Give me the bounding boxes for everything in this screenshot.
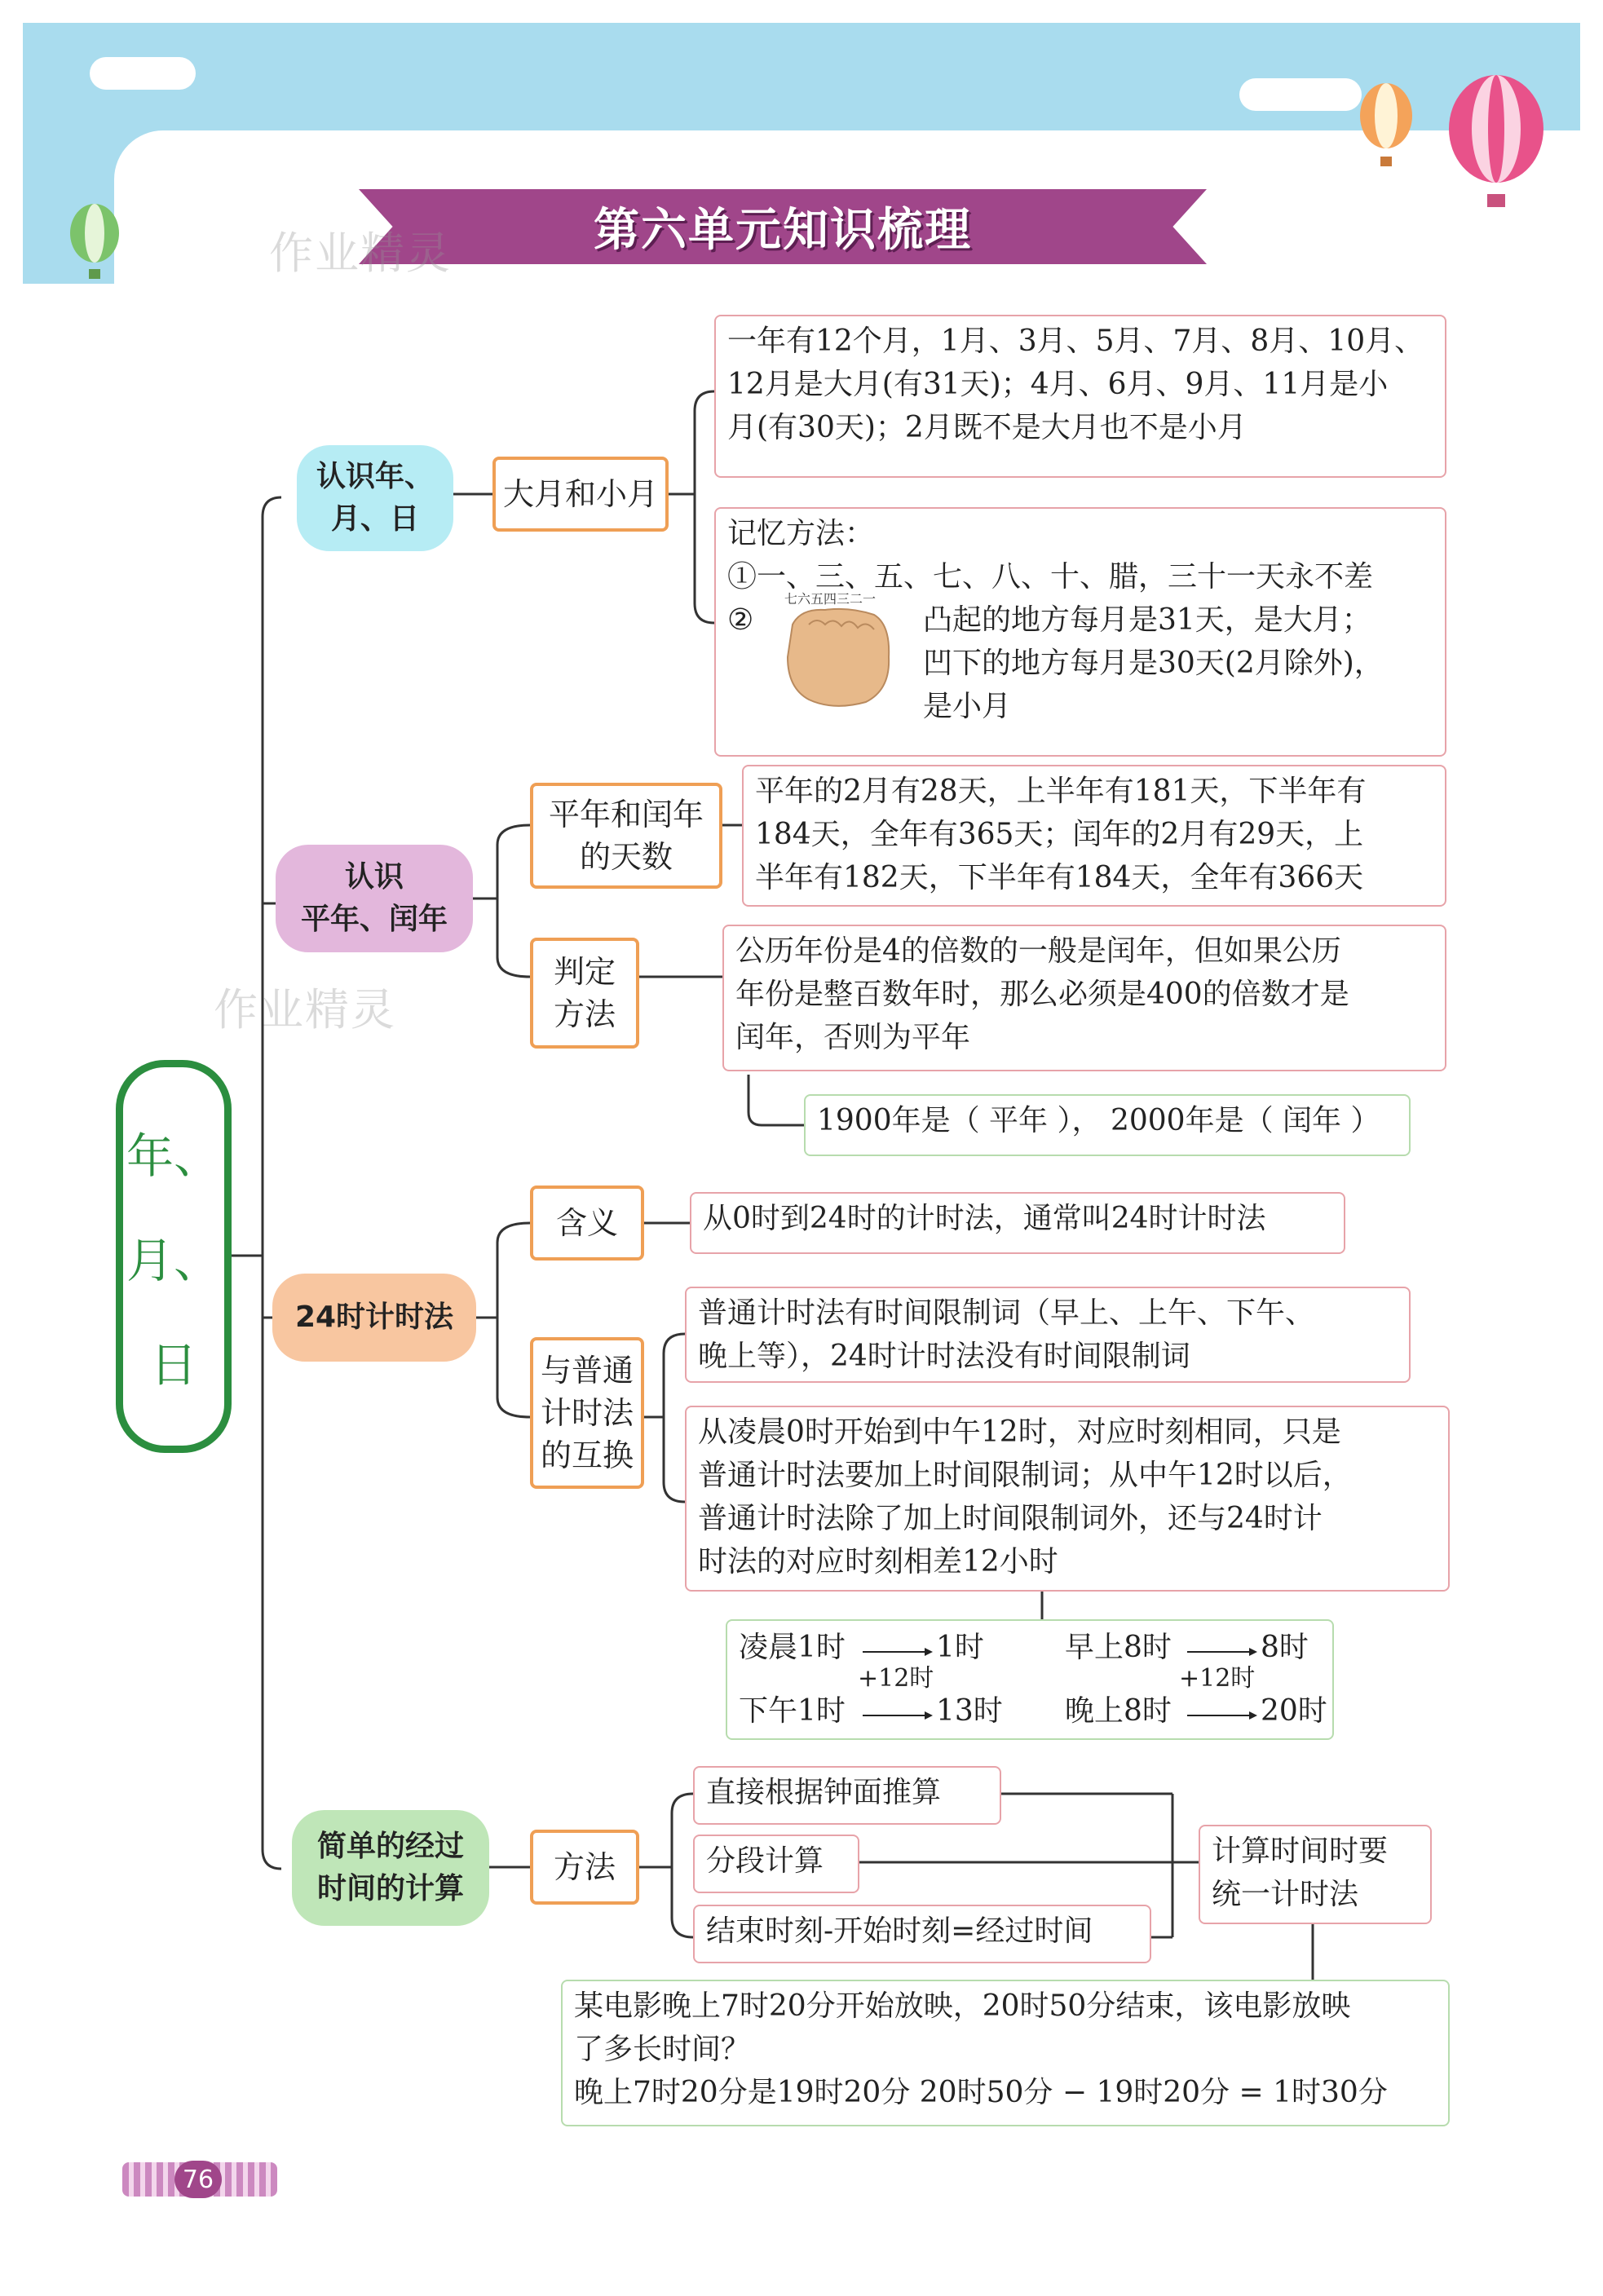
node-method: 方法 bbox=[530, 1830, 639, 1905]
method-2-number: ② bbox=[727, 603, 754, 637]
method-clock-face: 直接根据钟面推算 bbox=[693, 1766, 1001, 1825]
root-line-1: 年、 bbox=[126, 1128, 221, 1184]
page-number: 76 bbox=[174, 2161, 222, 2198]
info-time-words: 普通计时法有时间限制词（早上、上午、下午、 晚上等），24时计时法没有时间限制词 bbox=[685, 1287, 1411, 1383]
arrow-icon bbox=[1187, 1647, 1257, 1657]
info-correspondence: 从凌晨0时开始到中午12时，对应时刻相同，只是 普通计时法要加上时间限制词；从中午12时以后， 普通计时法除了加上时间限制词外，还与24时计 时法的对应时刻相差12小时 bbox=[685, 1406, 1450, 1592]
info-meaning: 从0时到24时的计时法，通常叫24时计时法 bbox=[690, 1192, 1345, 1254]
branch-24-hour-clock: 24时计时法 bbox=[272, 1274, 476, 1362]
info-big-small-month: 一年有12个月，1月、3月、5月、7月、8月、10月、 12月是大月(有31天)；4月、6月、9月、11月是小 月(有30天)；2月既不是大月也不是小月 bbox=[714, 315, 1446, 478]
info-days-count: 平年的2月有28天，上半年有181天，下半年有 184天，全年有365天；闰年的2月有29天，上 半年有182天，下半年有184天，全年有366天 bbox=[742, 765, 1446, 907]
watermark: 作业精灵 bbox=[214, 984, 396, 1035]
node-big-small-month: 大月和小月 bbox=[492, 457, 669, 532]
branch-year-month-day bbox=[297, 445, 453, 551]
node-days-count: 平年和闰年 的天数 bbox=[530, 783, 722, 889]
branch-elapsed-time bbox=[292, 1810, 489, 1926]
node-meaning: 含义 bbox=[530, 1186, 644, 1261]
arrow-icon bbox=[863, 1647, 933, 1657]
node-conversion: 与普通 计时法 的互换 bbox=[530, 1337, 644, 1489]
fist-knuckle-icon bbox=[776, 592, 899, 714]
branch-label: 认识年、 bbox=[316, 460, 434, 493]
method-formula: 结束时刻-开始时刻=经过时间 bbox=[693, 1905, 1151, 1963]
arrow-icon bbox=[863, 1711, 933, 1720]
watermark: 作业精灵 bbox=[269, 227, 452, 279]
root-line-3: 日 bbox=[149, 1337, 197, 1393]
conversion-examples: 凌晨1时 1时 早上8时 8时 +12时 下午1时 13时 +12时 晚上8时 20时 bbox=[726, 1619, 1334, 1740]
fist-month-labels: 七六五四三二一 bbox=[784, 592, 877, 607]
branch-label: 简单的经过 bbox=[316, 1830, 464, 1863]
info-memory-methods: 记忆方法： ①一、三、五、七、八、十、腊，三十一天永不差 ② 七六五四三二一 凸起的地方每月是31天，是大月； 凹下的地方每月是30天(2月除外)， 是小月 bbox=[714, 507, 1446, 757]
info-judge-method: 公历年份是4的倍数的一般是闰年，但如果公历 年份是整百数年时，那么必须是400的倍数才是 闰年，否则为平年 bbox=[722, 925, 1446, 1071]
branch-label: 平年、闰年 bbox=[300, 903, 448, 936]
page-title: 第六单元知识梳理 bbox=[594, 204, 972, 257]
branch-common-leap-year bbox=[276, 845, 473, 952]
branch-label: 月、日 bbox=[330, 502, 419, 536]
example-movie: 某电影晚上7时20分开始放映，20时50分结束，该电影放映 了多长时间？ 晚上7时20分是19时20分 20时50分 − 19时20分 = 1时30分 bbox=[561, 1980, 1450, 2126]
node-judge-method: 判定 方法 bbox=[530, 938, 639, 1049]
root-line-2: 月、 bbox=[126, 1233, 221, 1288]
arrow-icon bbox=[1187, 1711, 1257, 1720]
method-segment: 分段计算 bbox=[693, 1835, 859, 1893]
root-node bbox=[116, 1060, 232, 1453]
example-years: 1900年是（ 平年 ）， 2000年是（ 闰年 ） bbox=[804, 1094, 1411, 1156]
branch-label: 认识 bbox=[344, 860, 404, 894]
note-unify-clock: 计算时间时要 统一计时法 bbox=[1199, 1825, 1432, 1924]
branch-label: 时间的计算 bbox=[316, 1872, 464, 1905]
